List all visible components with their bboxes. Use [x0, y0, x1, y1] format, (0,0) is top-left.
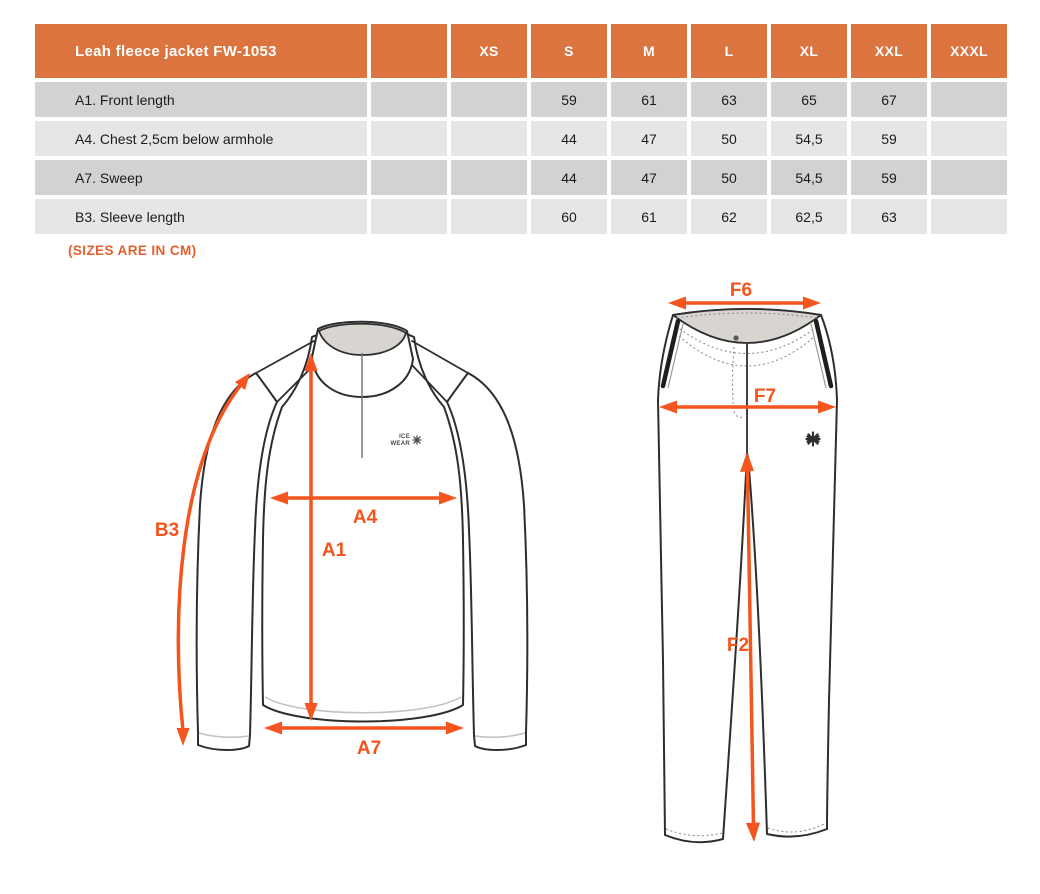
cell: 44 — [531, 160, 607, 195]
header-row — [35, 24, 1007, 78]
cell — [451, 199, 527, 234]
cell — [451, 82, 527, 117]
cell: 62 — [691, 199, 767, 234]
measure-f6-waist-arrow — [668, 281, 821, 310]
jacket-label-a4: A4 — [352, 507, 378, 528]
pants-label-f7: F7 — [753, 386, 777, 407]
cell: 50 — [691, 121, 767, 156]
pants-label-f2: F2 — [726, 635, 750, 656]
cell: 54,5 — [771, 121, 847, 156]
cell: 50 — [691, 160, 767, 195]
logo-snowflake-icon — [413, 436, 421, 444]
table-row-sweep — [35, 160, 1007, 195]
cell — [371, 199, 447, 234]
cell: 63 — [691, 82, 767, 117]
jacket-label-a7: A7 — [356, 738, 382, 759]
cell — [931, 199, 1007, 234]
size-header-xs: XS — [451, 24, 527, 78]
cell: 47 — [611, 160, 687, 195]
cell: 59 — [531, 82, 607, 117]
pants-drawing — [658, 281, 837, 842]
cell: 59 — [851, 121, 927, 156]
size-header — [371, 24, 447, 78]
pants-snowflake-icon — [807, 433, 820, 446]
cell: 61 — [611, 199, 687, 234]
pants-label-f6: F6 — [729, 281, 753, 301]
row-label: A7. Sweep — [35, 160, 367, 195]
cell: 44 — [531, 121, 607, 156]
jacket-label-b3: B3 — [154, 520, 180, 541]
cell: 61 — [611, 82, 687, 117]
cell: 63 — [851, 199, 927, 234]
cell — [371, 121, 447, 156]
cell — [371, 160, 447, 195]
cell: 47 — [611, 121, 687, 156]
cell: 59 — [851, 160, 927, 195]
pants-measurement-diagram — [635, 281, 870, 878]
cell — [931, 160, 1007, 195]
cell — [371, 82, 447, 117]
cell: 62,5 — [771, 199, 847, 234]
jacket-drawing — [155, 322, 527, 759]
cell — [451, 121, 527, 156]
jacket-label-a1: A1 — [321, 540, 347, 561]
size-chart-table — [31, 20, 1011, 238]
size-header-xxl: XXL — [851, 24, 927, 78]
sizes-in-cm-note: (SIZES ARE IN CM) — [68, 243, 197, 258]
size-chart — [31, 20, 1011, 238]
size-header-xl: XL — [771, 24, 847, 78]
logo-text-ice: ICE — [399, 434, 410, 440]
table-row-front-length — [35, 82, 1007, 117]
measure-a7-sweep-arrow — [264, 722, 464, 760]
row-label: A1. Front length — [35, 82, 367, 117]
cell: 60 — [531, 199, 607, 234]
table-row-chest — [35, 121, 1007, 156]
product-title: Leah fleece jacket FW-1053 — [35, 24, 367, 78]
row-label: A4. Chest 2,5cm below armhole — [35, 121, 367, 156]
size-header-l: L — [691, 24, 767, 78]
cell — [931, 121, 1007, 156]
cell — [931, 82, 1007, 117]
cell: 67 — [851, 82, 927, 117]
size-header-s: S — [531, 24, 607, 78]
size-header-xxxl: XXXL — [931, 24, 1007, 78]
jacket-measurement-diagram — [148, 295, 568, 765]
cell: 54,5 — [771, 160, 847, 195]
waist-button — [733, 335, 738, 340]
cell: 65 — [771, 82, 847, 117]
size-header-m: M — [611, 24, 687, 78]
logo-text-wear: WEAR — [390, 441, 410, 447]
row-label: B3. Sleeve length — [35, 199, 367, 234]
table-row-sleeve-length — [35, 199, 1007, 234]
cell — [451, 160, 527, 195]
